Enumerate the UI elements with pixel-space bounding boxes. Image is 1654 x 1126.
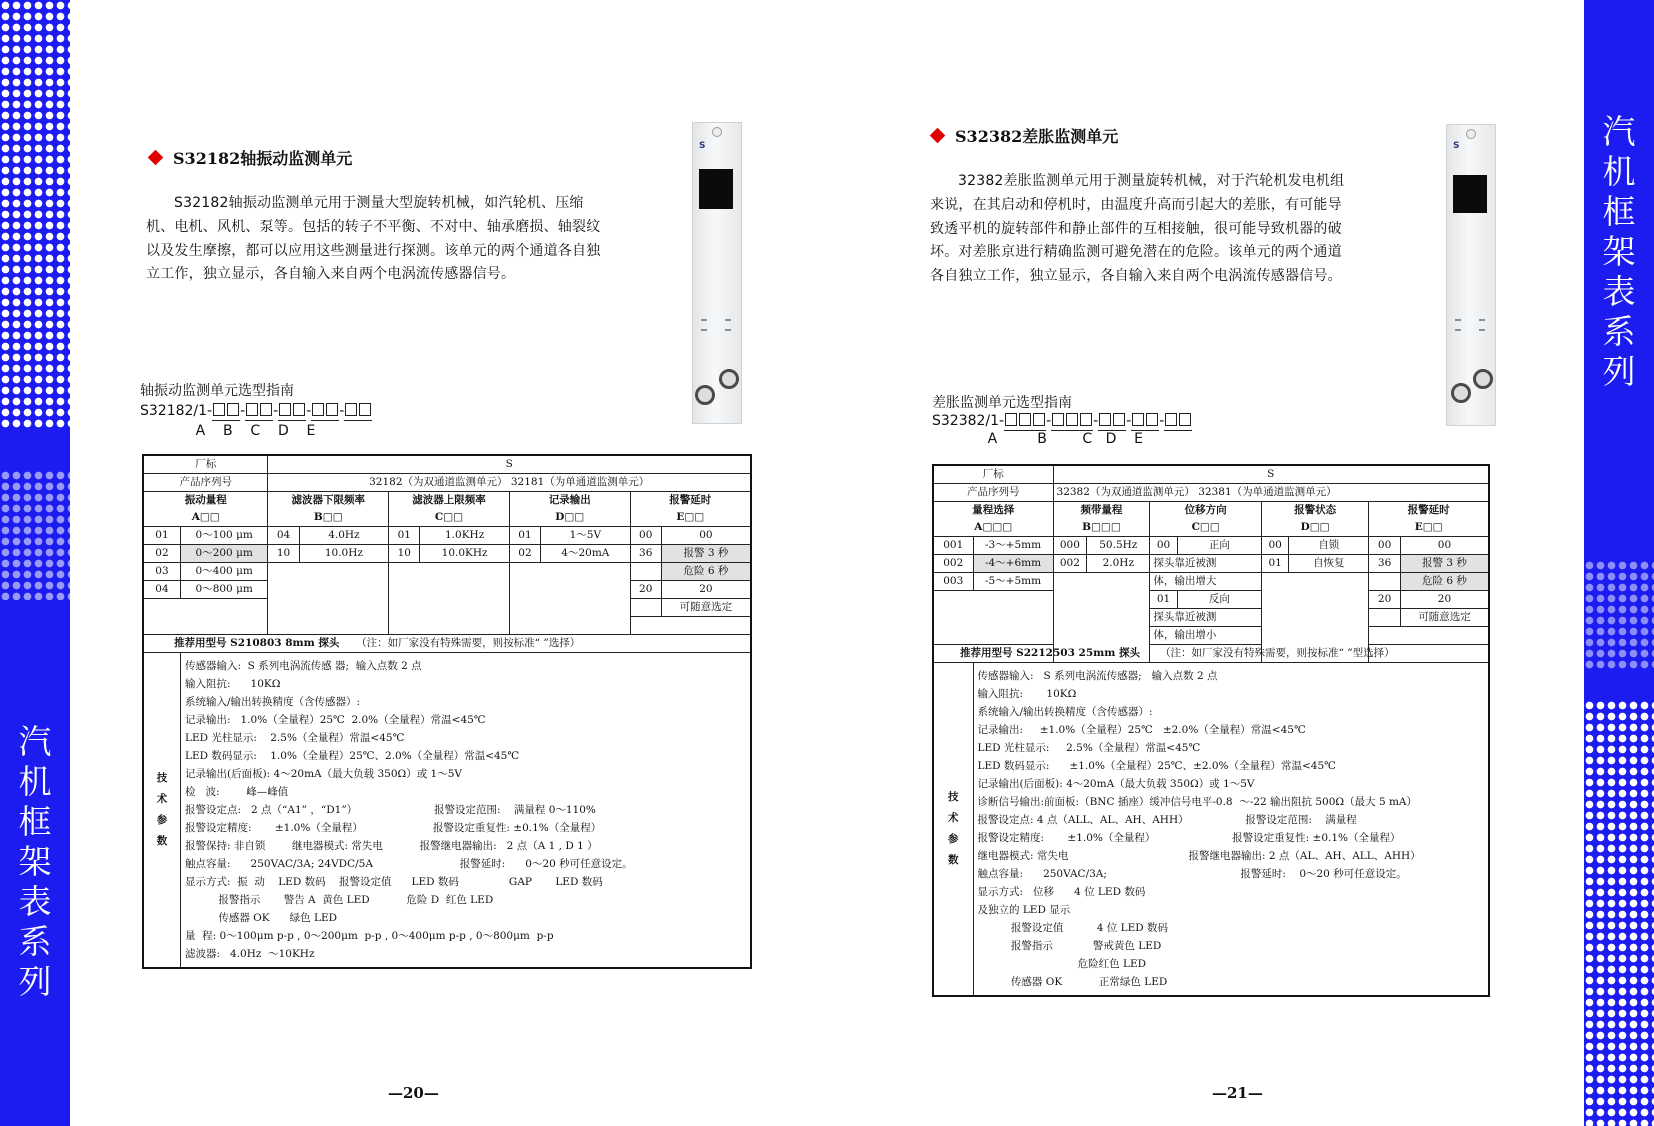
cell: 报警 3 秒 (661, 545, 751, 563)
cell (630, 599, 661, 617)
recommend-note: （注：如厂家没有特殊需要，则按标准“ ”选择） (356, 637, 581, 649)
tech-line: LED 数码显示: ±1.0%（全量程）25℃、±2.0%（全量程）常温<45℃ (977, 760, 1336, 772)
code-seg-a (212, 403, 240, 421)
left-guide-title: 轴振动监测单元选型指南 (140, 383, 294, 399)
side-band-title-text: 汽机框架表系列 (18, 722, 52, 1001)
series-value: 32182（为双通道监测单元） 32181（为单通道监测单元） (268, 474, 751, 492)
header-a: 振动量程 A□□ (143, 492, 268, 527)
cell: 003 (933, 573, 973, 591)
code-seg-b (245, 403, 273, 421)
table-row (933, 465, 1489, 484)
left-module-photo (692, 122, 742, 424)
cell: 00 (1150, 537, 1177, 555)
code-seg-c (278, 403, 306, 421)
bnc-connector-icon (695, 385, 715, 405)
dot-pattern-fade (1584, 560, 1654, 670)
right-spec-table (932, 464, 1490, 997)
led-icon (701, 329, 707, 331)
cell: 02 (509, 545, 540, 563)
tech-line: 传感器 OK 绿色 LED (184, 912, 338, 924)
module-logo-icon: S (699, 141, 706, 151)
cell: 可随意选定 (1400, 609, 1489, 627)
module-display (699, 169, 733, 209)
tech-line: 报警指示 警告 A 黄色 LED 危险 D 红色 LED (184, 894, 494, 906)
tech-line: 记录输出: ±1.0%（全量程）25℃ ±2.0%（全量程）常温<45℃ (977, 724, 1306, 736)
left-section-title (150, 146, 352, 169)
cell: 探头靠近被测 (1150, 555, 1262, 573)
cell-empty (268, 563, 389, 635)
code-seg-d (1131, 413, 1159, 431)
cell: 10 (389, 545, 420, 563)
cell: -4～+6mm (973, 555, 1053, 573)
cell: 探头靠近被测 (1150, 609, 1262, 627)
series-value: 32382（为双通道监测单元） 32381（为单通道监测单元） (1053, 484, 1489, 502)
table-row (143, 563, 751, 581)
tech-params (973, 663, 1489, 997)
tech-label: 技术参数 (933, 663, 973, 997)
tech-line: 传感器输入: S 系列电涡流传感 器; 输入点数 2 点 (184, 660, 422, 672)
cell: 00 (1400, 537, 1489, 555)
tech-line: LED 数码显示: 1.0%（全量程）25℃、2.0%（全量程）常温<45℃ (184, 750, 520, 762)
tech-line: 继电器模式: 常失电 报警继电器输出: 2 点（AL、AH、ALL、AHH） (977, 850, 1421, 862)
right-module-photo (1446, 124, 1496, 426)
dot-pattern (1584, 700, 1654, 1126)
module-logo-icon: S (1453, 141, 1460, 151)
table-row (933, 537, 1489, 555)
cell: 2.0Hz (1087, 555, 1150, 573)
left-guide-code: S32182/1- - - - - (140, 402, 372, 420)
cell: 002 (933, 555, 973, 573)
right-side-band (1584, 0, 1654, 1126)
led-icon (1455, 319, 1461, 321)
cell: 10.0Hz (299, 545, 389, 563)
led-icon (701, 319, 707, 321)
tech-line: 报警设定点: 4 点（ALL、AL、AH、AHH） 报警设定范围: 满量程 (977, 814, 1357, 826)
led-icon (1479, 319, 1485, 321)
red-diamond-icon (930, 128, 946, 144)
right-page-number: —21— (1212, 1084, 1263, 1102)
table-row (143, 455, 751, 474)
header-b: 频带量程 B□□□ (1053, 502, 1150, 537)
tech-line: 显示方式: 位移 4 位 LED 数码 (977, 886, 1146, 898)
header-a: 量程选择 A□□□ (933, 502, 1053, 537)
tech-line: LED 光柱显示: 2.5%（全量程）常温<45℃ (184, 732, 405, 744)
right-guide-letters: A B C D E (952, 431, 1143, 447)
dot-pattern-fade (0, 470, 70, 600)
header-c: 位移方向 C□□ (1150, 502, 1262, 537)
tech-line: 检 波: 峰—峰值 (184, 786, 289, 798)
tech-line: 记录输出(后面板): 4～20mA（最大负载 350Ω）或 1～5V (977, 778, 1255, 790)
cell: 1～5V (541, 527, 631, 545)
tech-line: 及独立的 LED 显示 (977, 904, 1071, 916)
code-seg-e (1164, 413, 1192, 431)
left-guide-letters: A B C D E (160, 423, 316, 439)
cell-empty (389, 563, 510, 635)
tech-row (143, 653, 751, 969)
tech-line: 报警设定精度: ±1.0%（全量程） 报警设定重复性: ±0.1%（全量程） (184, 822, 602, 834)
cell: 0～200 μm (180, 545, 267, 563)
cell: 36 (1369, 555, 1401, 573)
cell: 20 (1400, 591, 1489, 609)
left-spec-table (142, 454, 752, 969)
recommend-cell (933, 645, 1489, 663)
tech-line: 报警保持: 非自锁 继电器模式: 常失电 报警继电器输出: 2 点（A 1 , D 1 ） (184, 840, 598, 852)
recommend-cell (143, 635, 751, 653)
header-d: 报警状态 D□□ (1261, 502, 1368, 537)
tech-line: 输入阻抗: 10KΩ (184, 678, 281, 690)
tech-params (180, 653, 751, 969)
cell: 0～800 μm (180, 581, 267, 599)
tech-line: 系统输入/输出转换精度（含传感器）: (977, 706, 1153, 718)
tech-line: 报警设定值 4 位 LED 数码 (977, 922, 1169, 934)
header-e: 报警延时 E□□ (1369, 502, 1489, 537)
side-band-title (1584, 112, 1654, 392)
cell: -3～+5mm (973, 537, 1053, 555)
side-band-title (0, 722, 70, 1002)
cell: 03 (143, 563, 180, 581)
table-row (933, 573, 1489, 591)
cell (1369, 609, 1401, 627)
tech-line: 记录输出: 1.0%（全量程）25℃ 2.0%（全量程）常温<45℃ (184, 714, 486, 726)
table-row (143, 474, 751, 492)
cell: 0～400 μm (180, 563, 267, 581)
tech-label: 技术参数 (143, 653, 180, 969)
cell: 体，输出增小 (1150, 627, 1262, 645)
table-row (143, 527, 751, 545)
table-header-row (933, 502, 1489, 537)
cell: 04 (268, 527, 299, 545)
cell: 001 (933, 537, 973, 555)
screw-icon (712, 127, 722, 137)
cell: 00 (1369, 537, 1401, 555)
cell: 自恢复 (1289, 555, 1369, 573)
bnc-connector-icon (719, 369, 739, 389)
tech-line: 传感器输入: S 系列电涡流传感器; 输入点数 2 点 (977, 670, 1218, 682)
header-d: 记录输出 D□□ (509, 492, 630, 527)
tech-row (933, 663, 1489, 997)
series-label: 产品序列号 (933, 484, 1053, 502)
cell: 36 (630, 545, 661, 563)
cell: 00 (1261, 537, 1288, 555)
series-label: 产品序列号 (143, 474, 268, 492)
cell: 20 (630, 581, 661, 599)
cell: 可随意选定 (661, 599, 751, 617)
guide-prefix: S32182/1- (140, 403, 213, 419)
cell: 20 (661, 581, 751, 599)
cell: 00 (661, 527, 751, 545)
recommend-model: 推荐用型号 S210803 8mm 探头 (174, 637, 340, 649)
left-description: S32182轴振动监测单元用于测量大型旋转机械，如汽轮机、压缩机、电机、风机、泵等。包括的转子不平衡、不对中、轴承磨损、轴裂纹以及发生摩擦，都可以应用这些测量进行探测。该单元的两个通道各自独立工作，独立显示，各自输入来自两个电涡流传感器信号。 (146, 195, 601, 283)
table-row (143, 545, 751, 563)
led-icon (1479, 329, 1485, 331)
cell: 02 (143, 545, 180, 563)
right-guide-title: 差胀监测单元选型指南 (932, 395, 1072, 411)
cell: 50.5Hz (1087, 537, 1150, 555)
tech-line: 显示方式: 振 动 LED 数码 报警设定值 LED 数码 GAP LED 数码 (184, 876, 603, 888)
cell: 10 (268, 545, 299, 563)
tech-line: 滤波器: 4.0Hz ～10KHz (184, 948, 315, 960)
code-seg-d (311, 403, 339, 421)
cell (630, 563, 661, 581)
cell: 10.0KHz (420, 545, 510, 563)
cell: 01 (509, 527, 540, 545)
cell: 正向 (1177, 537, 1261, 555)
cell-empty (1369, 627, 1489, 645)
recommend-row (933, 645, 1489, 663)
right-guide-code: S32382/1- - - - - (932, 412, 1192, 430)
left-side-band (0, 0, 70, 1126)
table-row (933, 591, 1489, 609)
cell: 000 (1053, 537, 1087, 555)
table-header-row (143, 492, 751, 527)
cell: 1.0KHz (420, 527, 510, 545)
recommend-model: 推荐用型号 S2212503 25mm 探头 (960, 647, 1141, 659)
tech-line: 记录输出(后面板): 4～20mA（最大负载 350Ω）或 1～5V (184, 768, 462, 780)
tech-line: 输入阻抗: 10KΩ (977, 688, 1077, 700)
cell: 20 (1369, 591, 1401, 609)
cell: 自锁 (1289, 537, 1369, 555)
cell-empty (933, 591, 1053, 645)
bnc-connector-icon (1451, 383, 1471, 403)
cell: 报警 3 秒 (1400, 555, 1489, 573)
maker-label: 厂标 (143, 455, 268, 474)
cell: 002 (1053, 555, 1087, 573)
tech-line: 诊断信号输出:前面板:（BNC 插座）缓冲信号电平-0.8 ～-22 输出阻抗 500Ω（最大 5 mA） (977, 796, 1417, 808)
tech-line: 量 程: 0～100μm p-p , 0～200μm p-p , 0～400μm p-p , 0～800μm p-p (184, 930, 554, 942)
left-page-number: —20— (388, 1084, 439, 1102)
header-c: 滤波器上限频率 C□□ (389, 492, 510, 527)
cell: 04 (143, 581, 180, 599)
cell: 01 (143, 527, 180, 545)
cell (1369, 573, 1401, 591)
tech-line: 触点容量: 250VAC/3A; 报警延时: 0～20 秒可任意设定。 (977, 868, 1407, 880)
left-title-text: S32182轴振动监测单元 (173, 149, 353, 168)
cell: 01 (1261, 555, 1288, 573)
cell: 01 (1150, 591, 1177, 609)
header-b: 滤波器下限频率 B□□ (268, 492, 389, 527)
tech-line: 报警设定精度: ±1.0%（全量程） 报警设定重复性: ±0.1%（全量程） (977, 832, 1401, 844)
screw-icon (1466, 129, 1476, 139)
tech-line: 触点容量: 250VAC/3A; 24VDC/5A 报警延时: 0～20 秒可任意设定。 (184, 858, 633, 870)
maker-value: S (268, 455, 751, 474)
code-seg-c (1098, 413, 1126, 431)
led-icon (1455, 329, 1461, 331)
cell: 危险 6 秒 (661, 563, 751, 581)
dot-pattern (0, 0, 70, 430)
cell: 反向 (1177, 591, 1261, 609)
red-diamond-icon (148, 150, 164, 166)
bnc-connector-icon (1473, 369, 1493, 389)
cell-empty (509, 563, 630, 635)
cell-empty (143, 599, 268, 635)
tech-line: 报警指示 警戒黄色 LED (977, 940, 1162, 952)
cell: 体，输出增大 (1150, 573, 1262, 591)
cell: 4.0Hz (299, 527, 389, 545)
side-band-title-text: 汽机框架表系列 (1602, 112, 1636, 391)
cell-empty (630, 617, 751, 635)
led-icon (725, 319, 731, 321)
tech-line: 传感器 OK 正常绿色 LED (977, 976, 1168, 988)
cell: 危险 6 秒 (1400, 573, 1489, 591)
tech-line: 危险红色 LED (977, 958, 1147, 970)
code-seg-e (344, 403, 372, 421)
tech-line: 报警设定点: 2 点（“A1” ，“D1”） 报警设定范围: 满量程 0～110% (184, 804, 596, 816)
table-row (933, 484, 1489, 502)
maker-label: 厂标 (933, 465, 1053, 484)
right-description: 32382差胀监测单元用于测量旋转机械，对于汽轮机发电机组来说，在其启动和停机时，由温度升高而引起大的差胀，有可能导致透平机的旋转部件和静止部件的互相接触，很可能导致机器的破坏。对差胀京进行精确监测可避免潜在的危险。该单元的两个通道各自独立工作，独立显示，各自输入来自两个电涡流传感器信号。 (930, 173, 1345, 285)
code-seg-b (1051, 413, 1093, 431)
led-icon (725, 329, 731, 331)
table-row (933, 555, 1489, 573)
guide-prefix: S32382/1- (932, 413, 1005, 429)
module-display (1453, 175, 1487, 213)
right-section-title (932, 124, 1118, 147)
cell: 4～20mA (541, 545, 631, 563)
header-e: 报警延时 E□□ (630, 492, 751, 527)
recommend-row (143, 635, 751, 653)
tech-line: 系统输入/输出转换精度（含传感器）: (184, 696, 361, 708)
cell: 0～100 μm (180, 527, 267, 545)
maker-value: S (1053, 465, 1489, 484)
code-seg-a (1004, 413, 1046, 431)
recommend-note: （注：如厂家没有特殊需要，则按标准“ ”型选择） (1160, 647, 1395, 659)
tech-line: LED 光柱显示: 2.5%（全量程）常温<45℃ (977, 742, 1201, 754)
right-title-text: S32382差胀监测单元 (955, 127, 1119, 146)
cell: -5～+5mm (973, 573, 1053, 591)
cell: 01 (389, 527, 420, 545)
cell: 00 (630, 527, 661, 545)
